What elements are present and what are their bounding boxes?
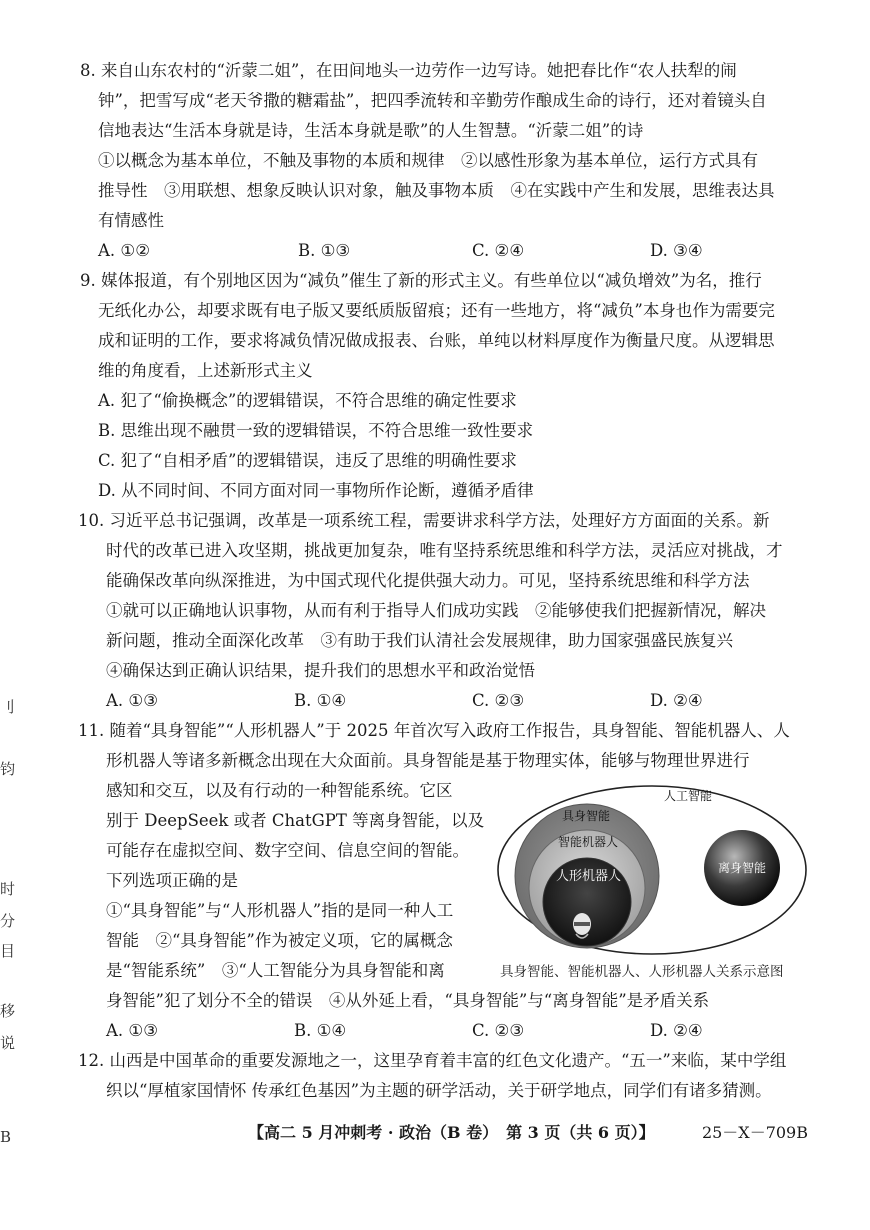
question-text-line: 成和证明的工作，要求将减负情况做成报表、台账，单纯以材料厚度作为衡量尺度。从逻辑思: [98, 331, 775, 350]
option-c[interactable]: C. ②④: [472, 241, 525, 260]
question-text-line: 形机器人等诸多新概念出现在大众面前。具身智能是基于物理实体，能够与物理世界进行: [106, 751, 750, 770]
question-text-line: 智能 ②“具身智能”作为被定义项，它的属概念: [106, 931, 453, 950]
option-c[interactable]: C. ②③: [472, 691, 525, 710]
question-text-line: 身智能”犯了划分不全的错误 ④从外延上看，“具身智能”与“离身智能”是矛盾关系: [106, 991, 710, 1010]
question-text-line: 可能存在虚拟空间、数字空间、信息空间的智能。: [106, 841, 469, 860]
question-text-line: 织以“厚植家国情怀 传承红色基因”为主题的研学活动，关于研学地点，同学们有诸多猜测。: [106, 1081, 772, 1100]
option-b[interactable]: B. 思维出现不融贯一致的逻辑错误，不符合思维一致性要求: [98, 421, 534, 440]
option-d[interactable]: D. ②④: [650, 691, 703, 710]
option-a[interactable]: A. ①③: [106, 691, 158, 710]
question-text-line: 8. 来自山东农村的“沂蒙二姐”，在田间地头一边劳作一边写诗。她把春比作“农人扶犁的闹: [80, 61, 737, 80]
question-text-line: 新问题，推动全面深化改革 ③有助于我们认清社会发展规律，助力国家强盛民族复兴: [106, 631, 733, 650]
option-b[interactable]: B. ①④: [294, 691, 347, 710]
question-text-line: 10. 习近平总书记强调，改革是一项系统工程，需要讲求科学方法，处理好方方面面的关系。新: [78, 511, 770, 530]
question-text-line: 能确保改革向纵深推进，为中国式现代化提供强大动力。可见，坚持系统思维和科学方法: [106, 571, 750, 590]
question-text-line: 下列选项正确的是: [106, 871, 238, 890]
question-text-line: 信地表达“生活本身就是诗，生活本身就是歌”的人生智慧。“沂蒙二姐”的诗: [98, 121, 644, 140]
option-c[interactable]: C. 犯了“自相矛盾”的逻辑错误，违反了思维的明确性要求: [98, 451, 517, 470]
label-embodied: 具身智能: [562, 809, 611, 823]
figure-caption: 具身智能、智能机器人、人形机器人关系示意图: [500, 964, 784, 980]
question-text-line: 9. 媒体报道，有个别地区因为“减负”催生了新的形式主义。有些单位以“减负增效”为名，推行: [80, 271, 762, 290]
question-text-line: ①就可以正确地认识事物，从而有利于指导人们成功实践 ②能够使我们把握新情况，解决: [106, 601, 766, 620]
question-text-line: 12. 山西是中国革命的重要发源地之一，这里孕育着丰富的红色文化遗产。“五一”来临，某中学组: [78, 1051, 787, 1070]
page-footer: 【高二 5 月冲刺考 · 政治（B 卷） 第 3 页（共 6 页）】: [248, 1123, 655, 1142]
option-a[interactable]: A. 犯了“偷换概念”的逻辑错误，不符合思维的确定性要求: [98, 391, 517, 410]
question-text-line: 11. 随着“具身智能”“人形机器人”于 2025 年首次写入政府工作报告，具身智能、智能机器人、人: [78, 721, 790, 740]
label-robot: 智能机器人: [558, 835, 619, 849]
option-a[interactable]: A. ①③: [106, 1021, 158, 1040]
question-text-line: 维的角度看，上述新形式主义: [98, 361, 313, 380]
margin-char: 钧: [0, 760, 16, 778]
option-d[interactable]: D. 从不同时间、不同方面对同一事物所作论断，遵循矛盾律: [98, 481, 534, 500]
option-d[interactable]: D. ③④: [650, 241, 703, 260]
margin-char: 目: [0, 942, 16, 960]
question-text-line: 别于 DeepSeek 或者 ChatGPT 等离身智能，以及: [106, 811, 485, 830]
robot-head-icon: [573, 913, 591, 938]
question-text-line: 无纸化办公，却要求既有电子版又要纸质版留痕；还有一些地方，将“减负”本身也作为需要完: [98, 301, 775, 320]
question-text-line: 感知和交互，以及有行动的一种智能系统。它区: [106, 781, 453, 800]
option-d[interactable]: D. ②④: [650, 1021, 703, 1040]
margin-char: 移: [0, 1002, 16, 1020]
question-text-line: 时代的改革已进入攻坚期，挑战更加复杂，唯有坚持系统思维和科学方法，灵活应对挑战，才: [106, 541, 783, 560]
question-text-line: ①以概念为基本单位，不触及事物的本质和规律 ②以感性形象为基本单位，运行方式具有: [98, 151, 758, 170]
option-b[interactable]: B. ①④: [294, 1021, 347, 1040]
margin-char: 分: [0, 912, 16, 930]
margin-char: B: [0, 1128, 12, 1146]
option-a[interactable]: A. ①②: [98, 241, 150, 260]
question-text-line: 推导性 ③用联想、想象反映认识对象，触及事物本质 ④在实践中产生和发展，思维表达具: [98, 181, 775, 200]
question-text-line: ④确保达到正确认识结果，提升我们的思想水平和政治觉悟: [106, 661, 535, 680]
option-b[interactable]: B. ①③: [298, 241, 351, 260]
label-ai: 人工智能: [664, 789, 713, 803]
label-humanoid: 人形机器人: [556, 869, 622, 884]
option-c[interactable]: C. ②③: [472, 1021, 525, 1040]
question-text-line: ①“具身智能”与“人形机器人”指的是同一种人工: [106, 901, 454, 920]
question-text-line: 有情感性: [98, 211, 164, 230]
ai-relationship-diagram: [492, 776, 812, 956]
margin-char: 时: [0, 880, 16, 898]
label-disembodied: 离身智能: [718, 861, 767, 875]
exam-code: 25－X－709B: [701, 1123, 808, 1142]
margin-char: 刂: [0, 698, 16, 716]
margin-char: 说: [0, 1034, 16, 1052]
question-text-line: 钟”，把雪写成“老天爷撒的糖霜盐”，把四季流转和辛勤劳作酿成生命的诗行，还对着镜头自: [98, 91, 767, 110]
question-text-line: 是“智能系统” ③“人工智能分为具身智能和离: [106, 961, 445, 980]
